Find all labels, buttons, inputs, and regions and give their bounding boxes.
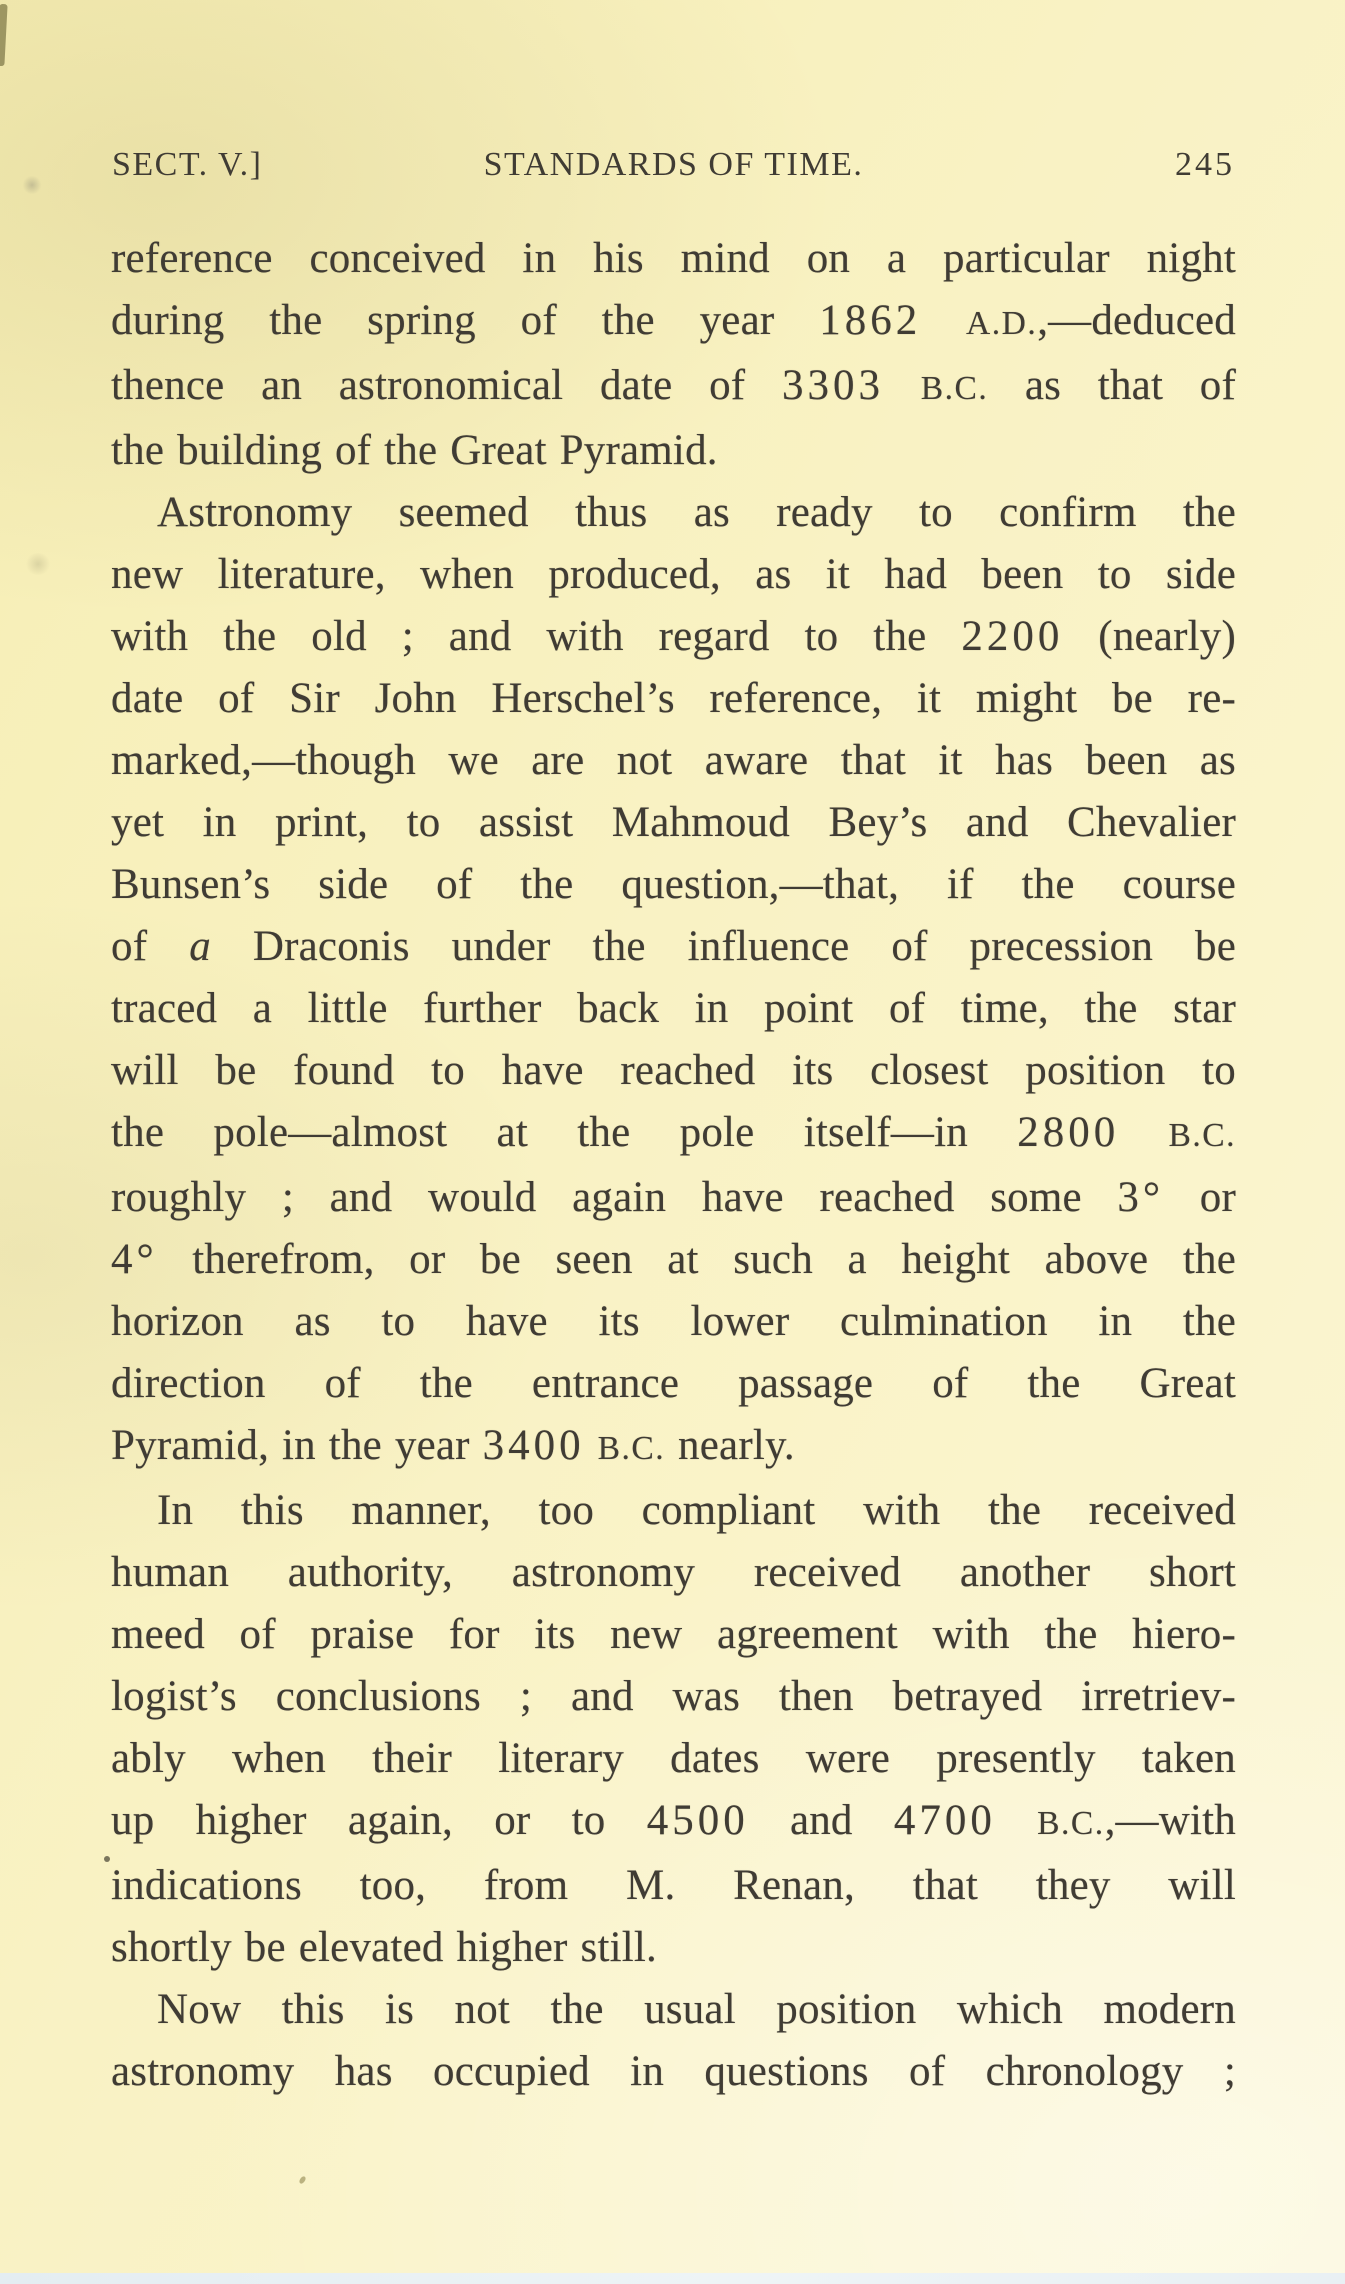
text-line: of a Draconis under the influence of precession be — [111, 923, 1236, 970]
text-line: will be found to have reached its closest position to — [111, 1047, 1236, 1094]
text-line: astronomy has occupied in questions of chronology ; — [111, 2048, 1236, 2095]
text-line: the pole—almost at the pole itself—in 2800 B.C. — [111, 1109, 1236, 1156]
text-line: yet in print, to assist Mahmoud Bey’s and Chevalier — [111, 799, 1236, 846]
text-line: date of Sir John Herschel’s reference, it might be re- — [111, 675, 1236, 722]
text-line: 4° therefrom, or be seen at such a height above the — [111, 1236, 1236, 1283]
scan-edge-strip — [0, 2273, 1345, 2284]
text-line: new literature, when produced, as it had been to side — [111, 551, 1236, 598]
section-label: SECT. V.] — [112, 146, 263, 183]
scan-artifact — [22, 176, 42, 194]
text-line: horizon as to have its lower culmination in the — [111, 1298, 1236, 1345]
text-line: shortly be elevated higher still. — [111, 1924, 657, 1971]
scan-artifact — [0, 4, 8, 66]
text-line: Bunsen’s side of the question,—that, if the course — [111, 861, 1236, 908]
paragraph — [111, 1480, 1236, 1979]
text-line: direction of the entrance passage of the Great — [111, 1360, 1236, 1407]
paragraph — [111, 482, 1236, 1480]
scan-artifact — [104, 1856, 110, 1862]
text-line: In this manner, too compliant with the received — [157, 1487, 1236, 1534]
text-line: logist’s conclusions ; and was then betrayed irretriev- — [111, 1673, 1236, 1720]
text-line: the building of the Great Pyramid. — [111, 427, 718, 474]
running-header — [112, 146, 1235, 184]
page-number: 245 — [1175, 146, 1235, 183]
text-line: traced a little further back in point of time, the star — [111, 985, 1236, 1032]
text-line: marked,—though we are not aware that it has been as — [111, 737, 1236, 784]
text-line: human authority, astronomy received another short — [111, 1549, 1236, 1596]
text-line: indications too, from M. Renan, that they will — [111, 1862, 1236, 1909]
text-line: Astronomy seemed thus as ready to confirm the — [157, 489, 1236, 536]
text-line: meed of praise for its new agreement with the hiero- — [111, 1611, 1236, 1658]
scan-artifact — [25, 553, 51, 575]
scan-artifact — [298, 2175, 307, 2184]
text-line: up higher again, or to 4500 and 4700 B.C.,—with — [111, 1797, 1236, 1844]
text-line: Pyramid, in the year 3400 B.C. nearly. — [111, 1422, 795, 1469]
text-line: with the old ; and with regard to the 2200 (nearly) — [111, 613, 1236, 660]
text-line: Now this is not the usual position which modern — [157, 1986, 1236, 2033]
paragraph — [111, 228, 1236, 482]
text-column — [111, 228, 1236, 2103]
page-title: STANDARDS OF TIME. — [483, 146, 864, 183]
text-line: ably when their literary dates were presently taken — [111, 1735, 1236, 1782]
paragraph — [111, 1979, 1236, 2103]
text-line: during the spring of the year 1862 A.D.,—deduced — [111, 297, 1237, 344]
text-line: reference conceived in his mind on a particular night — [111, 235, 1236, 282]
text-line: roughly ; and would again have reached some 3° or — [111, 1174, 1236, 1221]
text-line: thence an astronomical date of 3303 B.C. as that of — [111, 362, 1237, 409]
